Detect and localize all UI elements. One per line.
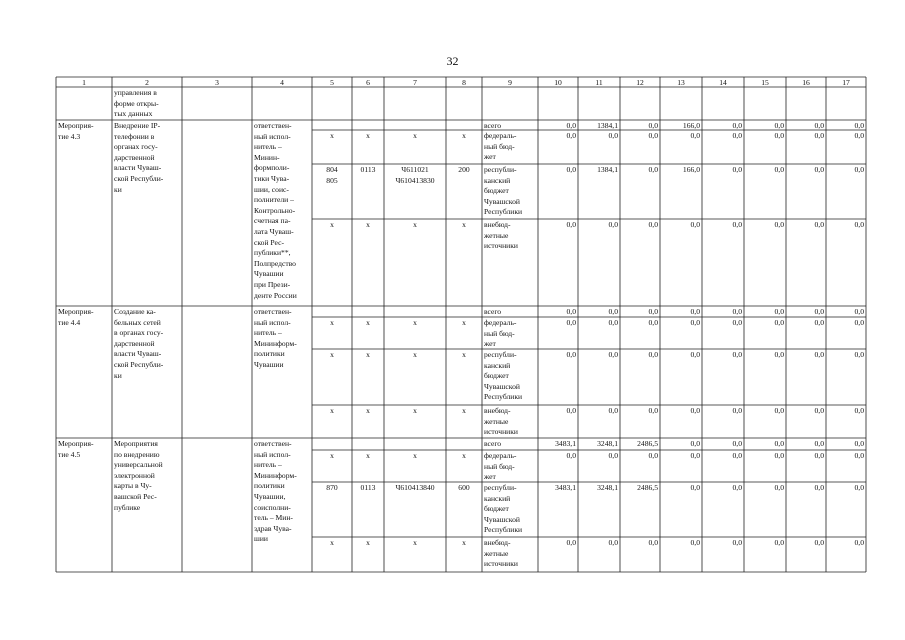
funding-value: 0,0 xyxy=(648,406,658,415)
grbs-code: x xyxy=(330,350,334,359)
funding-value: 0,0 xyxy=(814,220,824,229)
funding-value: 3483,1 xyxy=(555,483,576,492)
target-article-code: x xyxy=(413,451,417,460)
measure-label: Мероприя- тие 4.4 xyxy=(58,307,94,327)
funding-value: 0,0 xyxy=(774,131,784,140)
funding-value: 0,0 xyxy=(566,406,576,415)
target-article-code: x xyxy=(413,220,417,229)
page-number: 32 xyxy=(446,54,459,68)
responsible-executor: ответствен- ный испол- нитель – Мининформ- политики Чувашии, соисполни- тель – Мин- здрав Чува- шии xyxy=(254,439,297,544)
funding-value: 0,0 xyxy=(774,220,784,229)
funding-value: 0,0 xyxy=(814,451,824,460)
funding-value: 0,0 xyxy=(774,318,784,327)
header-cell: 14 xyxy=(719,77,727,87)
section-code: 0113 xyxy=(360,483,376,492)
funding-value: 0,0 xyxy=(608,406,618,415)
funding-value: 0,0 xyxy=(814,350,824,359)
header-cell: 4 xyxy=(280,77,284,87)
section-code: x xyxy=(366,350,370,359)
expense-type-code: x xyxy=(462,406,466,415)
grbs-code: x xyxy=(330,451,334,460)
target-article-code: x xyxy=(413,406,417,415)
funding-value: 0,0 xyxy=(690,220,700,229)
funding-value: 0,0 xyxy=(566,307,576,316)
funding-value: 0,0 xyxy=(732,483,742,492)
expense-type-code: x xyxy=(462,350,466,359)
funding-value: 0,0 xyxy=(732,350,742,359)
funding-value: 0,0 xyxy=(566,350,576,359)
header-cell: 12 xyxy=(636,77,644,87)
funding-value: 0,0 xyxy=(608,538,618,547)
grbs-code: x xyxy=(330,131,334,140)
section-code: x xyxy=(366,451,370,460)
header-cell: 10 xyxy=(554,77,562,87)
funding-value: 0,0 xyxy=(648,220,658,229)
expense-type-code: x xyxy=(462,220,466,229)
funding-value: 3483,1 xyxy=(555,439,576,448)
funding-source: федераль- ный бюд- жет xyxy=(484,131,517,162)
funding-value: 3248,1 xyxy=(597,439,618,448)
funding-value: 0,0 xyxy=(774,121,784,130)
funding-value: 0,0 xyxy=(690,451,700,460)
funding-value: 0,0 xyxy=(732,538,742,547)
funding-source: внебюд- жетные источники xyxy=(484,220,518,251)
header-cell: 15 xyxy=(761,77,769,87)
measure-title: Внедрение IP- телефонии в органах госу- дарственной власти Чуваш- ской Республи- ки xyxy=(114,121,164,194)
funding-value: 0,0 xyxy=(854,131,864,140)
responsible-executor: ответствен- ный испол- нитель – Минин- формполи- тики Чува- шии, соис- полнители – Контрольно- счетная па- лата Чуваш- ской Рес- публики**, Полпредство Чувашии при Прези- денте России xyxy=(254,121,297,300)
funding-value: 0,0 xyxy=(732,318,742,327)
target-article-code: Ч611021 Ч610413830 xyxy=(395,165,435,185)
funding-value: 0,0 xyxy=(608,131,618,140)
funding-value: 0,0 xyxy=(608,220,618,229)
funding-value: 0,0 xyxy=(814,165,824,174)
funding-value: 0,0 xyxy=(566,538,576,547)
funding-value: 0,0 xyxy=(774,165,784,174)
funding-value: 0,0 xyxy=(608,307,618,316)
funding-source: республи- канский бюджет Чувашской Республики xyxy=(484,165,523,217)
funding-source: всего xyxy=(484,307,502,316)
section-code: x xyxy=(366,131,370,140)
grbs-code: x xyxy=(330,220,334,229)
expense-type-code: x xyxy=(462,538,466,547)
funding-source: всего xyxy=(484,439,502,448)
funding-value: 0,0 xyxy=(732,307,742,316)
funding-value: 1384,1 xyxy=(597,121,618,130)
funding-value: 0,0 xyxy=(774,406,784,415)
expense-type-code: x xyxy=(462,318,466,327)
expense-type-code: x xyxy=(462,451,466,460)
funding-value: 0,0 xyxy=(566,451,576,460)
target-article-code: x xyxy=(413,131,417,140)
target-article-code: x xyxy=(413,318,417,327)
funding-value: 2486,5 xyxy=(637,439,658,448)
funding-value: 0,0 xyxy=(854,165,864,174)
funding-value: 0,0 xyxy=(854,318,864,327)
funding-value: 0,0 xyxy=(732,406,742,415)
funding-value: 0,0 xyxy=(814,121,824,130)
funding-value: 1384,1 xyxy=(597,165,618,174)
funding-value: 0,0 xyxy=(854,439,864,448)
funding-value: 0,0 xyxy=(854,451,864,460)
funding-value: 0,0 xyxy=(648,451,658,460)
funding-value: 0,0 xyxy=(690,318,700,327)
funding-value: 0,0 xyxy=(648,307,658,316)
funding-value: 0,0 xyxy=(566,131,576,140)
funding-value: 0,0 xyxy=(774,350,784,359)
measure-title: Мероприятия по внедрению универсальной электронной карты в Чу- вашской Рес- публике xyxy=(114,439,163,512)
funding-value: 0,0 xyxy=(774,483,784,492)
section-code: x xyxy=(366,538,370,547)
funding-value: 0,0 xyxy=(648,131,658,140)
funding-value: 0,0 xyxy=(566,318,576,327)
header-cell: 3 xyxy=(215,77,219,87)
funding-value: 0,0 xyxy=(690,538,700,547)
funding-source: внебюд- жетные источники xyxy=(484,406,518,437)
header-cell: 16 xyxy=(802,77,810,87)
funding-value: 0,0 xyxy=(854,307,864,316)
expense-type-code: 200 xyxy=(458,165,470,174)
funding-value: 0,0 xyxy=(690,350,700,359)
funding-value: 0,0 xyxy=(774,451,784,460)
funding-value: 0,0 xyxy=(608,318,618,327)
funding-value: 166,0 xyxy=(682,165,700,174)
funding-value: 0,0 xyxy=(854,483,864,492)
funding-value: 0,0 xyxy=(854,406,864,415)
funding-source: федераль- ный бюд- жет xyxy=(484,451,517,482)
funding-value: 0,0 xyxy=(854,350,864,359)
funding-value: 3248,1 xyxy=(597,483,618,492)
section-code: x xyxy=(366,406,370,415)
funding-source: республи- канский бюджет Чувашской Республики xyxy=(484,483,523,535)
header-cell: 9 xyxy=(508,77,512,87)
header-cell: 8 xyxy=(462,77,466,87)
grbs-code: x xyxy=(330,538,334,547)
funding-value: 0,0 xyxy=(814,538,824,547)
funding-value: 0,0 xyxy=(854,220,864,229)
funding-source: республи- канский бюджет Чувашской Республики xyxy=(484,350,523,402)
funding-value: 0,0 xyxy=(608,350,618,359)
funding-value: 0,0 xyxy=(732,165,742,174)
funding-value: 0,0 xyxy=(774,307,784,316)
funding-value: 0,0 xyxy=(814,439,824,448)
funding-value: 0,0 xyxy=(648,318,658,327)
measure-label: Мероприя- тие 4.3 xyxy=(58,121,94,141)
funding-value: 0,0 xyxy=(690,131,700,140)
funding-value: 0,0 xyxy=(814,406,824,415)
funding-source: федераль- ный бюд- жет xyxy=(484,318,517,349)
funding-value: 0,0 xyxy=(566,165,576,174)
funding-value: 0,0 xyxy=(690,307,700,316)
funding-value: 0,0 xyxy=(774,538,784,547)
funding-value: 0,0 xyxy=(608,451,618,460)
funding-value: 166,0 xyxy=(682,121,700,130)
funding-value: 0,0 xyxy=(732,131,742,140)
funding-value: 0,0 xyxy=(732,121,742,130)
funding-value: 0,0 xyxy=(732,451,742,460)
funding-value: 0,0 xyxy=(648,165,658,174)
funding-value: 0,0 xyxy=(648,538,658,547)
funding-value: 0,0 xyxy=(648,350,658,359)
section-code: x xyxy=(366,318,370,327)
funding-value: 0,0 xyxy=(690,406,700,415)
funding-value: 0,0 xyxy=(774,439,784,448)
target-article-code: Ч610413840 xyxy=(395,483,435,492)
expense-type-code: x xyxy=(462,131,466,140)
grbs-code: x xyxy=(330,318,334,327)
funding-value: 0,0 xyxy=(690,483,700,492)
header-cell: 7 xyxy=(413,77,417,87)
funding-value: 0,0 xyxy=(648,121,658,130)
funding-value: 2486,5 xyxy=(637,483,658,492)
grbs-code: 870 xyxy=(326,483,338,492)
funding-value: 0,0 xyxy=(814,483,824,492)
continuation-text: управления в форме откры- тых данных xyxy=(114,88,159,119)
expense-type-code: 600 xyxy=(458,483,470,492)
header-cell: 1 xyxy=(82,77,86,87)
measure-label: Мероприя- тие 4.5 xyxy=(58,439,94,459)
measure-title: Создание ка- бельных сетей в органах госу- дарственной власти Чуваш- ской Республи- ки xyxy=(114,307,164,380)
header-cell: 2 xyxy=(145,77,149,87)
section-code: x xyxy=(366,220,370,229)
funding-value: 0,0 xyxy=(854,538,864,547)
responsible-executor: ответствен- ный испол- нитель – Мининформ- политики Чувашии xyxy=(254,307,297,369)
header-cell: 11 xyxy=(595,77,603,87)
funding-value: 0,0 xyxy=(814,307,824,316)
header-cell: 5 xyxy=(330,77,334,87)
grbs-code: x xyxy=(330,406,334,415)
funding-value: 0,0 xyxy=(566,220,576,229)
funding-value: 0,0 xyxy=(566,121,576,130)
funding-value: 0,0 xyxy=(814,131,824,140)
funding-value: 0,0 xyxy=(732,439,742,448)
target-article-code: x xyxy=(413,538,417,547)
header-cell: 13 xyxy=(677,77,685,87)
header-cell: 17 xyxy=(842,77,850,87)
funding-value: 0,0 xyxy=(690,439,700,448)
section-code: 0113 xyxy=(360,165,376,174)
funding-value: 0,0 xyxy=(854,121,864,130)
header-cell: 6 xyxy=(366,77,370,87)
funding-source: всего xyxy=(484,121,502,130)
funding-value: 0,0 xyxy=(732,220,742,229)
target-article-code: x xyxy=(413,350,417,359)
funding-value: 0,0 xyxy=(814,318,824,327)
funding-source: внебюд- жетные источники xyxy=(484,538,518,569)
grbs-code: 804 805 xyxy=(326,165,338,185)
